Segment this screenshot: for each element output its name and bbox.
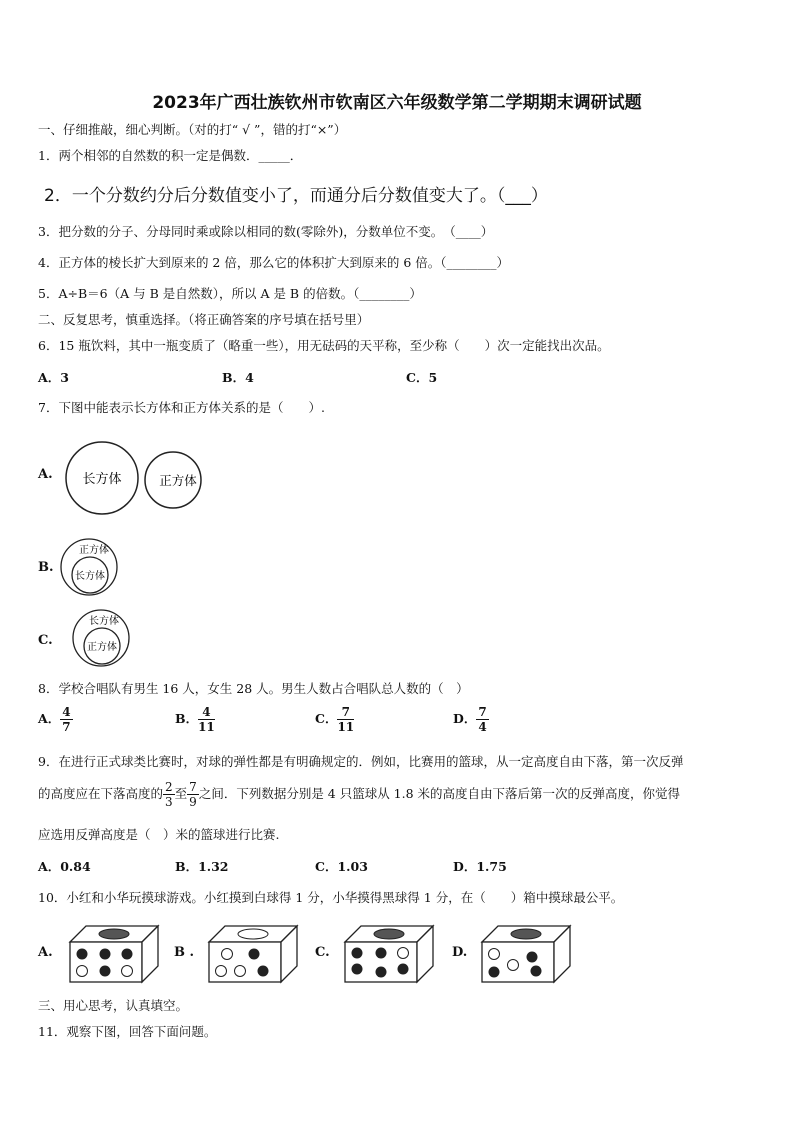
question-9-line1: 9．在进行正式球类比赛时，对球的弹性都是有明确规定的．例如，比赛用的篮球，从一定高度自由下落，第一次反弹	[38, 754, 684, 769]
q8-option-d: D． $\frac{7}{4}$	[453, 705, 487, 734]
question-7: 7．下图中能表示长方体和正方体关系的是（ ）.	[38, 400, 325, 415]
question-2: 2．一个分数约分后分数值变小了，而通分后分数值变大了。（___）	[44, 186, 548, 206]
q10-box-d	[480, 922, 572, 986]
q10-label-c: C.	[315, 945, 330, 960]
q7-c-outer-label: 长方体	[89, 616, 119, 627]
q10-box-b	[207, 922, 299, 986]
section3-heading: 三、用心思考，认真填空。	[38, 998, 189, 1013]
q8-option-a: A． $\frac{4}{7}$	[38, 705, 71, 734]
q7-diagram-b	[58, 538, 128, 598]
q8-option-c: C． $\frac{7}{11}$	[315, 705, 355, 734]
q7-a-left-label: 长方体	[82, 472, 122, 487]
section2-heading: 二、反复思考，慎重选择。（将正确答案的序号填在括号里）	[38, 312, 370, 327]
q9-option-c: C．1.03	[315, 859, 368, 874]
q7-a-right-label: 正方体	[159, 473, 197, 488]
q10-box-c	[343, 922, 435, 986]
q7-c-inner-label: 正方体	[87, 642, 117, 653]
q7-label-b: B.	[38, 560, 54, 575]
question-11: 11．观察下图，回答下面问题。	[38, 1024, 217, 1039]
question-6: 6．15 瓶饮料，其中一瓶变质了（略重一些），用无砝码的天平称，至少称（ ）次一定能找出次品。	[38, 338, 610, 353]
q8-option-b: B． $\frac{4}{11}$	[175, 705, 215, 734]
q7-b-inner-label: 长方体	[75, 571, 105, 582]
q10-box-a	[68, 922, 160, 986]
section1-heading: 一、仔细推敲，细心判断。（对的打“ √ ”，错的打“×”）	[38, 122, 347, 137]
q6-option-c: C．5	[406, 370, 438, 385]
question-4: 4．正方体的棱长扩大到原来的 2 倍，那么它的体积扩大到原来的 6 倍。（________）	[38, 255, 510, 270]
q10-label-b: B .	[174, 945, 195, 960]
question-9-line3: 应选用反弹高度是（ ）米的篮球进行比赛.	[38, 827, 280, 842]
question-8: 8．学校合唱队有男生 16 人，女生 28 人。男生人数占合唱队总人数的（ ）	[38, 681, 469, 696]
q7-diagram-c	[68, 609, 134, 669]
q9-option-b: B．1.32	[175, 859, 229, 874]
question-3: 3．把分数的分子、分母同时乘或除以相同的数(零除外)，分数单位不变。 （____）	[38, 224, 494, 239]
q9-option-a: A．0.84	[38, 859, 91, 874]
page-title: 2023年广西壮族钦州市钦南区六年级数学第二学期期末调研试题	[152, 93, 642, 113]
q10-label-a: A.	[38, 945, 53, 960]
question-9-line2: 的高度应在下落高度的 $\frac{2}{3}$ 至 $\frac{7}{9}$ 之间．下列数据分别是 4 只篮球从 1.8 米的高度自由下落后第一次的反弹高度，你觉得	[38, 780, 681, 809]
q6-option-a: A．3	[38, 370, 69, 385]
q7-label-a: A.	[38, 467, 53, 482]
question-5: 5．A÷B＝6（A 与 B 是自然数），所以 A 是 B 的倍数。（________）	[38, 286, 422, 301]
question-10: 10．小红和小华玩摸球游戏。小红摸到白球得 1 分，小华摸得黑球得 1 分，在（ ）箱中摸球最公平。	[38, 890, 624, 905]
q7-label-c: C.	[38, 633, 53, 648]
q7-b-outer-label: 正方体	[79, 545, 109, 556]
q9-option-d: D．1.75	[453, 859, 507, 874]
q6-option-b: B．4	[222, 370, 254, 385]
question-1: 1．两个相邻的自然数的积一定是偶数．_____．	[38, 148, 303, 163]
q10-label-d: D.	[452, 945, 468, 960]
q7-diagram-a	[62, 438, 212, 518]
